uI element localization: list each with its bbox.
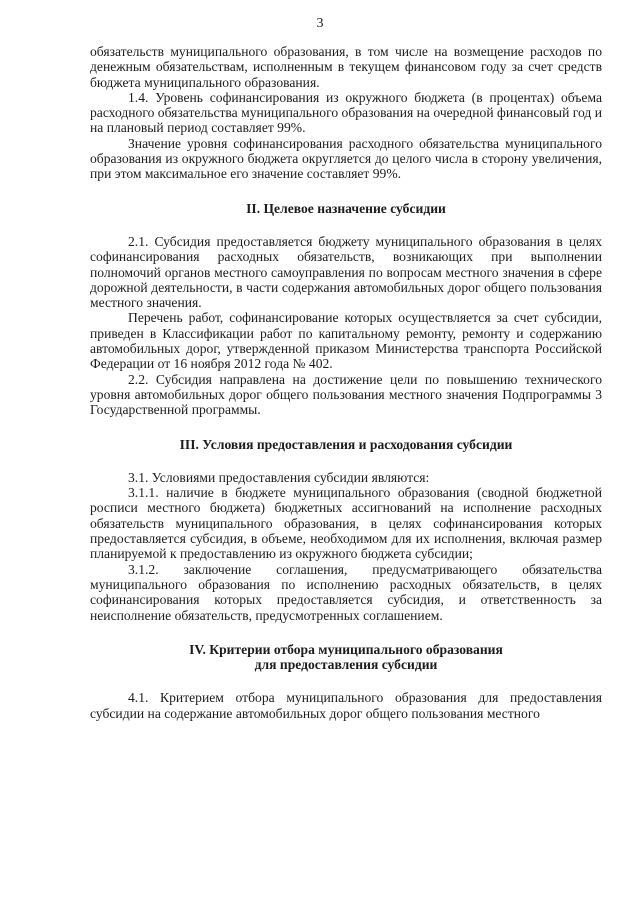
spacer	[90, 672, 602, 690]
spacer	[90, 182, 602, 201]
spacer	[90, 452, 602, 470]
section-heading-3: III. Условия предоставления и расходования субсидии	[179, 436, 513, 452]
spacer	[90, 623, 602, 642]
paragraph-1-4: 1.4. Уровень софинансирования из окружного бюджета (в процентах) объема расходного обязательства муниципального образования на очередной финансовый год и на плановый период составляет 99%.	[90, 89, 602, 136]
document-body	[90, 44, 602, 721]
spacer	[90, 216, 602, 234]
paragraph-4-1: 4.1. Критерием отбора муниципального образования для предоставления субсидии на содержание автомобильных дорог общего пользования местного	[90, 690, 602, 721]
paragraph-works-list: Перечень работ, софинансирование которых осуществляется за счет субсидии, приведен в Классификации работ по капитальному ремонту, ремонту и содержанию автомобильных дорог, утвержденной приказом Министерства транспорта Российской Федерации от 16 ноября 2012 года № 402.	[90, 310, 602, 372]
paragraph-3-1: 3.1. Условиями предоставления субсидии являются:	[128, 469, 430, 485]
paragraph-2-2: 2.2. Субсидия направлена на достижение цели по повышению технического уровня автомобильных дорог общего пользования местного значения Подпрограммы 3 Государственной программы.	[90, 371, 602, 418]
paragraph-3-1-1: 3.1.1. наличие в бюджете муниципального образования (сводной бюджетной росписи местного бюджета) бюджетных ассигнований на исполнение расходных обязательств муниципального образования, в целях софинансирования которых предоставляется субсидия, в объеме, необходимом для их исполнения, включая размер планируемой к предоставлению из окружного бюджета субсидии;	[90, 485, 602, 562]
spacer	[90, 418, 602, 437]
section-heading-4-line-2: для предоставления субсидии	[254, 657, 438, 673]
paragraph-continuation: обязательств муниципального образования, в том числе на возмещение расходов по денежным обязательствам, исполненным в текущем финансовом году за счет средств бюджета муниципального образования.	[90, 44, 602, 90]
paragraph-3-1-2: 3.1.2. заключение соглашения, предусматривающего обязательства муниципального образования по исполнению расходных обязательств, в целях софинансирования которых предоставляется субсидия, и ответственность за неисполнение обязательств, предусмотренных соглашением.	[90, 561, 602, 623]
page-number: 3	[316, 16, 324, 31]
paragraph-2-1: 2.1. Субсидия предоставляется бюджету муниципального образования в целях софинансирования расходных обязательств, возникающих при выполнении полномочий органов местного самоуправления по вопросам местного значения в сфере дорожной деятельности, в части содержания автомобильных дорог общего пользования местного значения.	[90, 233, 602, 311]
section-heading-4-line-1: IV. Критерии отбора муниципального образования	[189, 641, 503, 657]
paragraph-cofinancing-rounding: Значение уровня софинансирования расходного обязательства муниципального образования из окружного бюджета округляется до целого числа в сторону увеличения, при этом максимальное его значение составляет 99%.	[90, 135, 602, 182]
section-heading-2: II. Целевое назначение субсидии	[246, 200, 446, 216]
